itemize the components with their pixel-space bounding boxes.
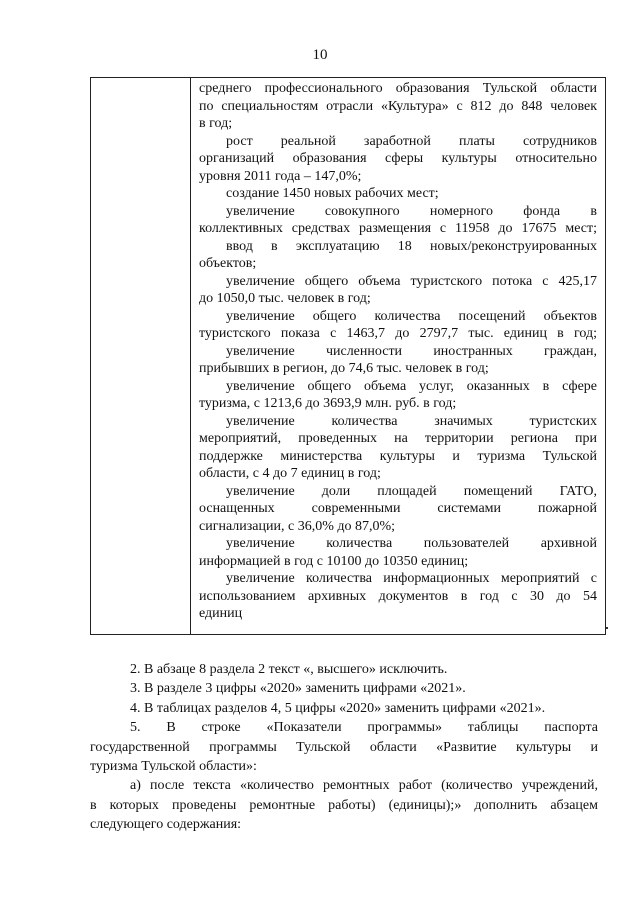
table-line: увеличение количества информационных мероприятий с — [226, 571, 597, 586]
paragraph-line: 4. В таблицах разделов 4, 5 цифры «2020» заменить цифрами «2021». — [130, 700, 546, 716]
paragraph-line: следующего содержания: — [90, 817, 242, 833]
table-line: увеличение доли площадей помещений ГАТО, — [226, 483, 597, 499]
table-line: увеличение общего объема туристского потока с 425,17 — [226, 273, 597, 289]
table-line: увеличение количества пользователей архивной — [226, 536, 597, 551]
table-line: сигнализации, с 36,0% до 87,0%; — [199, 518, 396, 534]
table-line: объектов; — [199, 256, 257, 271]
paragraph-line: туризма Тульской области»: — [90, 758, 257, 774]
table-line: увеличение совокупного номерного фонда в — [226, 203, 597, 219]
table-line: поддержке министерства культуры и туризма Тульской — [199, 448, 597, 464]
table-line: прибывших в регион, до 74,6 тыс. человек в год; — [199, 361, 489, 376]
paragraph-line: 5. В строке «Показатели программы» таблицы паспорта — [130, 720, 598, 736]
table-line: ввод в эксплуатацию 18 новых/реконструированных — [226, 238, 597, 254]
table-line: оснащенных современными системами пожарной — [199, 501, 597, 516]
table-left-column — [91, 78, 191, 634]
table-line: в год; — [199, 116, 233, 131]
table-line: уровня 2011 года – 147,0%; — [199, 168, 362, 184]
page-number: 10 — [312, 47, 328, 63]
paragraph-line: 3. В разделе 3 цифры «2020» заменить цифрами «2021». — [130, 681, 466, 697]
table-line: области, с 4 до 7 единиц в год; — [199, 466, 381, 481]
table-line: до 1050,0 тыс. человек в год; — [199, 291, 371, 306]
table-line: увеличение количества значимых туристских — [226, 413, 597, 429]
table-line: единиц — [199, 606, 243, 621]
table-line: увеличение общего объема услуг, оказанных в сфере — [226, 378, 597, 394]
paragraph-line: а) после текста «количество ремонтных работ (количество учреждений, — [130, 778, 598, 794]
table-line: среднего профессионального образования Тульской области — [199, 81, 597, 96]
table-line: увеличение общего количества посещений объектов — [226, 308, 597, 324]
table-line: увеличение численности иностранных граждан, — [226, 343, 597, 359]
table-line: туристского показа с 1463,7 до 2797,7 тыс. единиц в год; — [199, 326, 597, 341]
indicators-table — [90, 77, 606, 635]
table-line: коллективных средствах размещения с 11958 до 17675 мест; — [199, 221, 597, 236]
table-line: туризма, с 1213,6 до 3693,9 млн. руб. в год; — [199, 396, 457, 411]
table-line: использованием архивных документов в год с 30 до 54 — [199, 588, 597, 604]
table-line: по специальностям отрасли «Культура» с 812 до 848 человек — [199, 98, 597, 114]
amendment-paragraphs — [90, 660, 598, 835]
table-line: информацией в год с 10100 до 10350 единиц; — [199, 553, 469, 569]
table-line: создание 1450 новых рабочих мест; — [226, 186, 439, 201]
table-line: рост реальной заработной платы сотрудников — [226, 133, 597, 149]
table-line: организаций образования сферы культуры относительно — [199, 151, 597, 166]
stray-dot — [606, 627, 608, 629]
table-line: мероприятий, проведенных на территории региона при — [199, 431, 597, 446]
paragraph-line: государственной программы Тульской области «Развитие культуры и — [90, 739, 598, 755]
paragraph-line: в которых проведены ремонтные работы) (единицы);» дополнить абзацем — [90, 797, 598, 813]
table-right-column — [191, 78, 605, 623]
paragraph-line: 2. В абзаце 8 раздела 2 текст «, высшего» исключить. — [130, 662, 448, 677]
